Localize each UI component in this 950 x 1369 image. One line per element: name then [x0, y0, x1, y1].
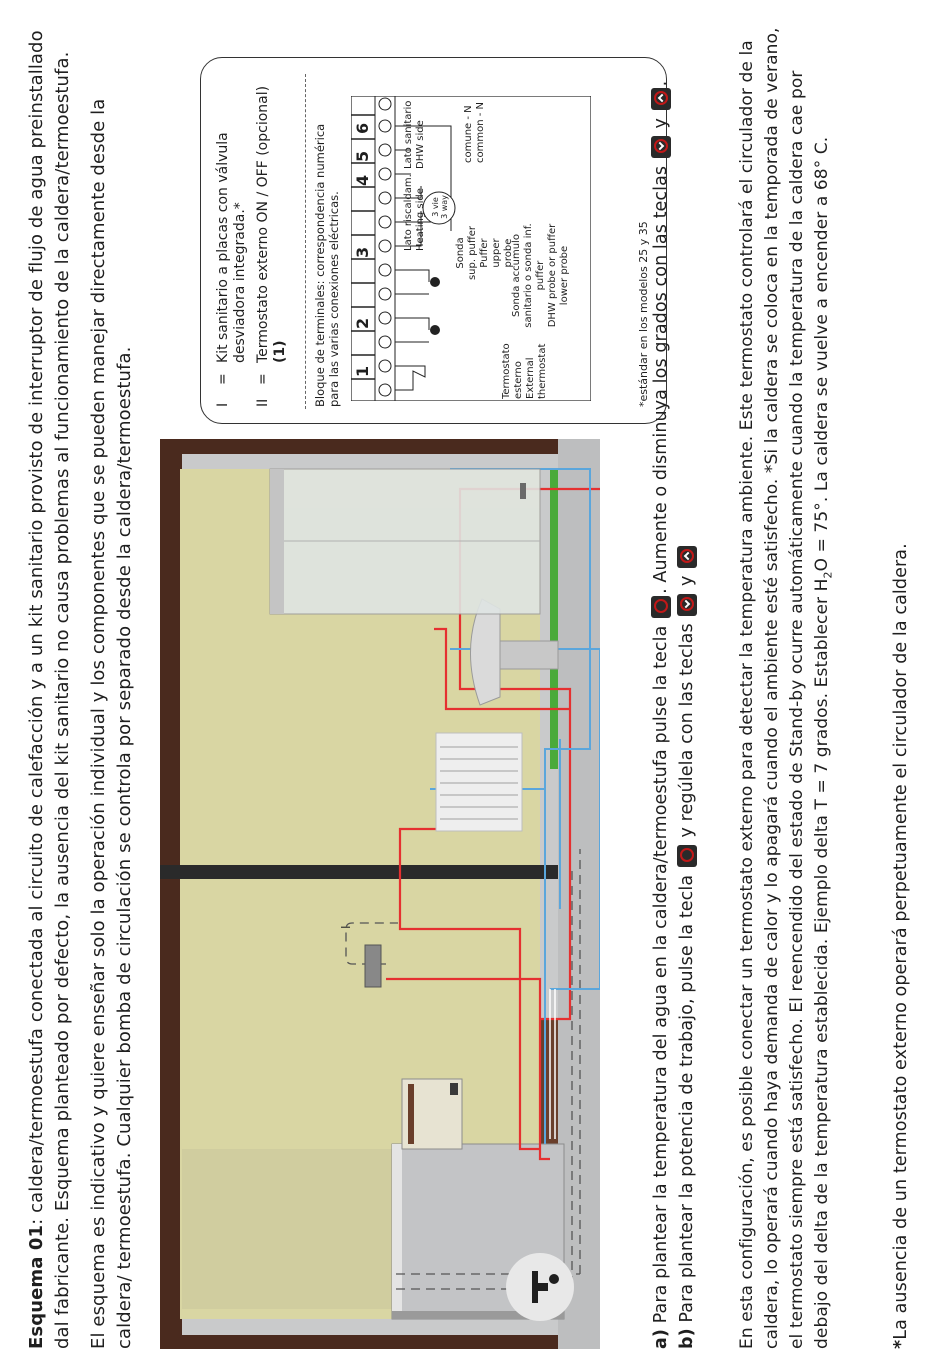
- legend-item-2-ref: (1): [272, 340, 288, 363]
- label-valve-2: 3 way: [440, 195, 449, 219]
- wall-divider: [160, 865, 600, 879]
- terminal-6: 6: [353, 122, 372, 134]
- step-a: [648, 19, 674, 1349]
- configuration-paragraph: [735, 14, 840, 1349]
- legend-item-2: [255, 77, 289, 407]
- terminal-4: 4: [353, 174, 372, 186]
- ceiling-beam: [160, 439, 182, 1349]
- installation-illustration: [160, 439, 600, 1349]
- label-dhw-probe-2: sanitario o sonda inf. puffer: [523, 223, 546, 328]
- label-ext-thermostat: [501, 339, 549, 399]
- label-common: [463, 97, 487, 163]
- power-increase-key-icon: [677, 546, 697, 568]
- temperature-key-icon: [651, 596, 671, 618]
- step-b: [674, 19, 700, 1349]
- increase-key-icon: [651, 88, 671, 110]
- label-common-2: common - N: [475, 101, 486, 163]
- svg-text:I: I: [339, 925, 353, 929]
- intro-paragraph: El esquema es indicativo y quiere enseñar solo la operación individual y los componentes que se pueden manejar directamente desde la caldera/ termoestufa. Cualquier bomba de circulación se controla por separado desde la caldera/termoestufa.: [88, 98, 135, 1349]
- installation-drawing: [160, 439, 600, 1349]
- terminal-block-diagram: [351, 96, 591, 401]
- label-sanitary-side: [403, 97, 427, 169]
- step-a-label: a): [651, 1328, 671, 1349]
- step-a-text-1: Para plantear la temperatura del agua en la caldera/termoestufa pulse la tecla: [651, 619, 671, 1324]
- scheme-title: [24, 24, 76, 1349]
- scheme-title-text: : caldera/termoestufa conectada al circuito de calefacción y a un kit sanitario provisto de interruptor de flujo de agua preinstallado dal fabricante. Esquema planteado por defecto, la ausencia del kit sanitario no causa problemas al funcionamiento de la caldera/termoestufa.: [26, 30, 73, 1349]
- legend-item-1-eq: =: [215, 373, 231, 385]
- step-a-text-4: .: [651, 80, 671, 87]
- decrease-key-icon: [651, 136, 671, 158]
- step-a-text-3: y: [651, 112, 671, 135]
- label-puffer-upper-3: Puffer upper: [479, 238, 502, 268]
- terminal-2: 2: [353, 317, 372, 329]
- label-puffer-upper-4: probe: [503, 238, 514, 268]
- legend-list: [215, 77, 289, 407]
- terminal-3: 3: [353, 246, 372, 258]
- step-a-text-2: . Aumente o disminuya los grados con las teclas: [651, 160, 671, 594]
- legend-box: [200, 57, 667, 424]
- label-ext-thermostat-1: Termostato: [501, 343, 512, 399]
- label-sanitary-side-2: DHW side: [415, 120, 426, 169]
- power-key-icon: [677, 845, 697, 867]
- legend-item-2-eq: =: [255, 373, 271, 385]
- label-dhw-probe-4: lower probe: [559, 245, 570, 306]
- label-heating-side-1: Lato riscaldam.: [403, 174, 414, 251]
- step-b-text-3: y: [677, 569, 697, 592]
- legend-footnote: *estándar en los modelos 25 y 35: [637, 221, 650, 407]
- label-common-1: comune - N: [463, 105, 474, 163]
- footnote-text: La ausencia de un termostato externo operará perpetuamente el circulador de la caldera.: [891, 543, 911, 1340]
- configuration-text-2: O = 75°. La caldera se vuelve a encender a 68° C.: [812, 136, 832, 572]
- terminal-5: 5: [353, 150, 372, 162]
- legend-item-1-text: Kit sanitario a placas con válvula desviadora integrada.*: [215, 132, 248, 363]
- legend-item-1: [215, 77, 249, 407]
- legend-divider: [305, 74, 306, 409]
- legend-item-1-num: I: [215, 402, 231, 407]
- label-heating-side: [403, 171, 427, 251]
- configuration-sub: 2: [821, 571, 835, 579]
- label-heating-side-2: Heating side: [415, 188, 426, 251]
- label-dhw-probe-1: Sonda accumulo: [511, 234, 522, 317]
- step-b-text-2: y regúlela con las teclas: [677, 617, 697, 844]
- label-ext-thermostat-2: esterno: [513, 361, 524, 399]
- shower-cabin: [270, 469, 540, 614]
- step-b-label: b): [677, 1328, 697, 1349]
- configuration-text-1: En esta configuración, es posible conectar un termostato externo para detectar la temperatura ambiente. Este termostato controlará el circulador de la caldera, lo operará cuando haya demanda de calor y lo apagará cuando el ambiente esté satisfecho. *Si la caldera se coloca en la temporada de verano, el termostato siempre está satisfecho. El reencendido del estado de Stand-by ocurre automáticamente cuando la temperatura de la caldera cae por debajo del delta de la temperatura establecida. Ejemplo delta T = 7 grados. Establecer H: [737, 27, 832, 1349]
- label-valve-1: 3 vie: [431, 197, 440, 217]
- footnote-star: *: [891, 1339, 911, 1349]
- label-ext-thermostat-3: External: [525, 357, 536, 399]
- legend-item-2-num: II: [255, 398, 271, 407]
- label-ext-thermostat-4: thermostat: [537, 343, 548, 399]
- footnote: [888, 49, 914, 1349]
- label-dhw-probe: [511, 208, 571, 343]
- sanitary-kit: [365, 945, 381, 987]
- label-puffer-upper-2: sup. puffer: [467, 225, 478, 281]
- label-puffer-upper: [455, 223, 515, 283]
- label-dhw-probe-3: DHW probe or puffer: [547, 223, 558, 328]
- label-valve: [431, 195, 449, 219]
- step-b-text-1: Para plantear la potencia de trabajo, pulse la tecla: [677, 869, 697, 1323]
- label-puffer-upper-1: Sonda: [455, 237, 466, 269]
- legend-item-2-text: Termostato externo ON / OFF (opcional): [255, 85, 271, 363]
- label-sanitary-side-1: Lato sanitario: [403, 100, 414, 169]
- terminal-1: 1: [353, 365, 372, 377]
- scheme-title-bold: Esquema 01: [26, 1224, 47, 1349]
- power-decrease-key-icon: [677, 594, 697, 616]
- radiator: [436, 733, 522, 831]
- terminal-caption: Bloque de terminales: correspondencia numérica para las varias conexiones eléctricas.: [313, 123, 341, 407]
